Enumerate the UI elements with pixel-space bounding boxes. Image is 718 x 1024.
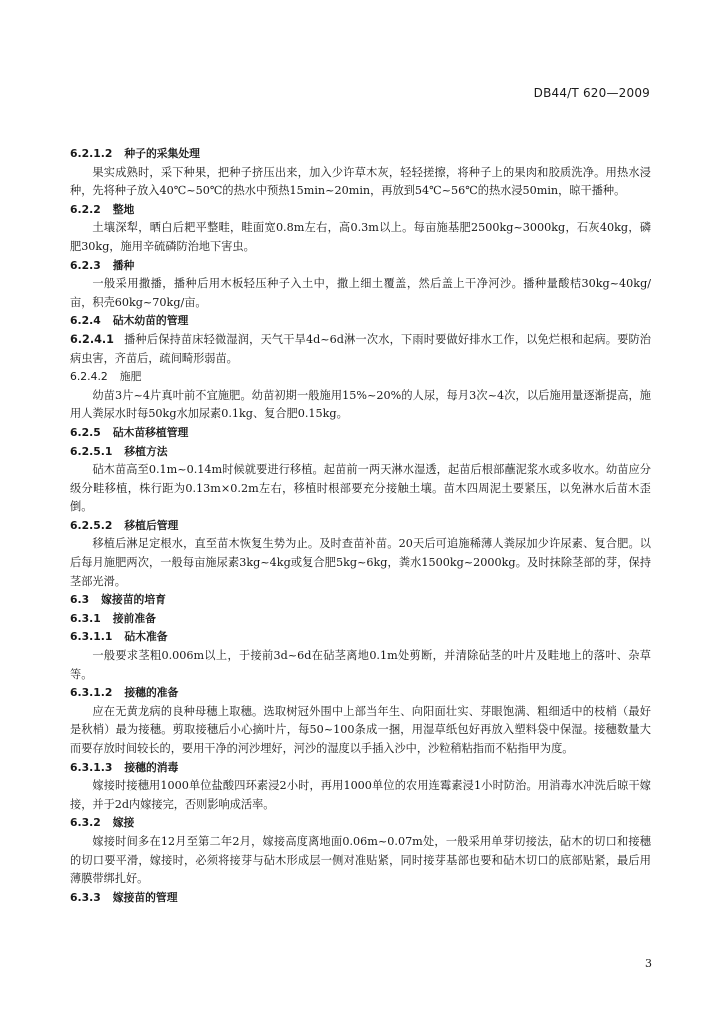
paragraph (70, 647, 651, 684)
paragraph-text: 播种后保持苗床轻微湿润，天气干旱4d~6d淋一次水，下雨时要做好排水工作，以免烂根和起病。要防治病虫害，齐苗后，疏间畸形弱苗。 (70, 332, 651, 365)
paragraph (70, 461, 651, 517)
paragraph-text: 一般要求茎粗0.006m以上，于接前3d~6d在砧茎离地0.1m处剪断，并清除砧茎的叶片及畦地上的落叶、杂草等。 (70, 649, 651, 681)
paragraph (70, 164, 651, 201)
paragraph (70, 833, 651, 889)
section-title: 砧木苗移植管理 (112, 425, 189, 439)
section-number: 6.3.1.1 (70, 630, 113, 644)
section-number: 6.3.2 (70, 816, 101, 830)
section-title: 嫁接 (112, 816, 135, 830)
section-number: 6.2.4.2 (70, 370, 108, 384)
section-title: 整地 (112, 202, 135, 216)
paragraph (70, 535, 651, 591)
document-body (70, 145, 651, 907)
paragraph-text: 砧木苗高至0.1m~0.14m时候就要进行移植。起苗前一两天淋水湿透，起苗后根部蘸泥浆水或多收水。幼苗应分级分畦移植，株行距为0.13m×0.2m左右，移植时根部要充分接触土壤。苗木四周泥土要紧压，以免淋水后苗木歪倒。 (70, 463, 651, 514)
paragraph (70, 219, 651, 256)
section-heading (70, 368, 651, 387)
section-title: 施肥 (119, 370, 142, 384)
section-heading (70, 814, 651, 833)
paragraph (70, 387, 651, 424)
section-number: 6.2.5 (70, 425, 101, 439)
paragraph (70, 275, 651, 312)
paragraph (70, 703, 651, 759)
paragraph (70, 777, 651, 814)
paragraph-text: 嫁接时间多在12月至第二年2月，嫁接高度离地面0.06m~0.07m处，一般采用单芽切接法，砧木的切口和接穗的切口要平滑，嫁接时，必须将接芽与砧木形成层一侧对准贴紧，同时接芽基部也要和砧木切口的底部贴紧，最后用薄膜带绑扎好。 (70, 834, 651, 886)
standard-code: DB44/T 620—2009 (533, 86, 650, 100)
section-title: 砧木幼苗的管理 (112, 314, 189, 328)
section-title: 嫁接苗的管理 (112, 890, 178, 904)
section-heading (70, 312, 651, 331)
section-title: 砧木准备 (124, 630, 168, 644)
paragraph-text: 一般采用撒播，播种后用木板轻压种子入土中，撒上细土覆盖，然后盖上干净河沙。播种量酸桔30kg~40kg/亩，积壳60kg~70kg/亩。 (70, 277, 651, 309)
section-title: 接穗的消毒 (124, 760, 179, 774)
section-number: 6.3.1 (70, 611, 101, 625)
section-number: 6.2.5.1 (70, 444, 113, 458)
section-heading (70, 201, 651, 220)
paragraph-text: 应在无黄龙病的良种母穗上取穗。选取树冠外围中上部当年生、向阳面壮实、芽眼饱满、粗细适中的枝梢（最好是秋梢）最为接穗。剪取接穗后小心摘叶片，每50~100条成一捆，用湿草纸包好再放入塑料袋中保湿。接穗数量大而要存放时间较长的，要用干净的河沙埋好，河沙的湿度以手插入沙中，沙粒稍粘指而不粘指甲为度。 (70, 704, 651, 755)
section-heading (70, 610, 651, 629)
section-number: 6.2.4.1 (70, 332, 114, 346)
section-title: 移植后管理 (124, 518, 179, 532)
paragraph-text: 移植后淋足定根水，直至苗木恢复生势为止。及时查苗补苗。20天后可追施稀薄人粪尿加少许尿素、复合肥。以后每月施肥两次，一般每亩施尿素3kg~4kg或复合肥5kg~6kg，粪水1500kg~2000kg。及时抹除茎部的芽，保持茎部光滑。 (70, 537, 651, 588)
section-number: 6.3 (70, 593, 90, 607)
section-heading (70, 145, 651, 164)
section-heading (70, 684, 651, 703)
paragraph-text: 果实成熟时，采下种果，把种子挤压出来，加入少许草木灰，轻轻搓擦，将种子上的果肉和胶质洗净。用热水浸种，先将种子放入40℃~50℃的热水中预热15min~20min，再放到54℃~56℃的热水浸50min，晾干播种。 (70, 165, 651, 198)
section-number: 6.3.3 (70, 890, 101, 904)
section-title: 接前准备 (112, 611, 156, 625)
section-heading (70, 517, 651, 536)
section-heading (70, 591, 651, 610)
section-title: 移植方法 (124, 444, 168, 458)
section-number: 6.2.1.2 (70, 147, 113, 160)
section-number: 6.2.3 (70, 258, 101, 272)
section-heading (70, 257, 651, 276)
paragraph (70, 331, 651, 368)
paragraph-text: 嫁接时接穗用1000单位盐酸四环素浸2小时，再用1000单位的农用连霉素浸1小时防治。用消毒水冲洗后晾干嫁接，并于2d内嫁接完，否则影响成活率。 (70, 779, 651, 811)
section-title: 播种 (112, 258, 135, 272)
section-title: 接穗的准备 (124, 686, 179, 700)
section-number: 6.2.5.2 (70, 518, 113, 532)
paragraph-text: 幼苗3片~4片真叶前不宜施肥。幼苗初期一般施用15%~20%的人尿，每月3次~4次，以后施用量逐渐提高，施用人粪尿水时每50kg水加尿素0.1kg、复合肥0.15kg。 (70, 388, 651, 421)
section-title: 嫁接苗的培育 (101, 593, 166, 607)
section-heading (70, 889, 651, 908)
section-heading (70, 628, 651, 647)
section-number: 6.3.1.3 (70, 760, 113, 774)
section-number: 6.3.1.2 (70, 686, 113, 700)
section-number: 6.2.4 (70, 314, 101, 328)
section-heading (70, 443, 651, 462)
page-number: 3 (645, 957, 652, 970)
section-heading (70, 759, 651, 778)
section-heading (70, 424, 651, 443)
section-title: 种子的采集处理 (124, 147, 200, 160)
section-number: 6.2.2 (70, 202, 101, 216)
paragraph-text: 土壤深犁，晒白后耙平整畦，畦面宽0.8m左右，高0.3m以上。每亩施基肥2500kg~3000kg，石灰40kg，磷肥30kg，施用辛硫磷防治地下害虫。 (70, 221, 651, 253)
